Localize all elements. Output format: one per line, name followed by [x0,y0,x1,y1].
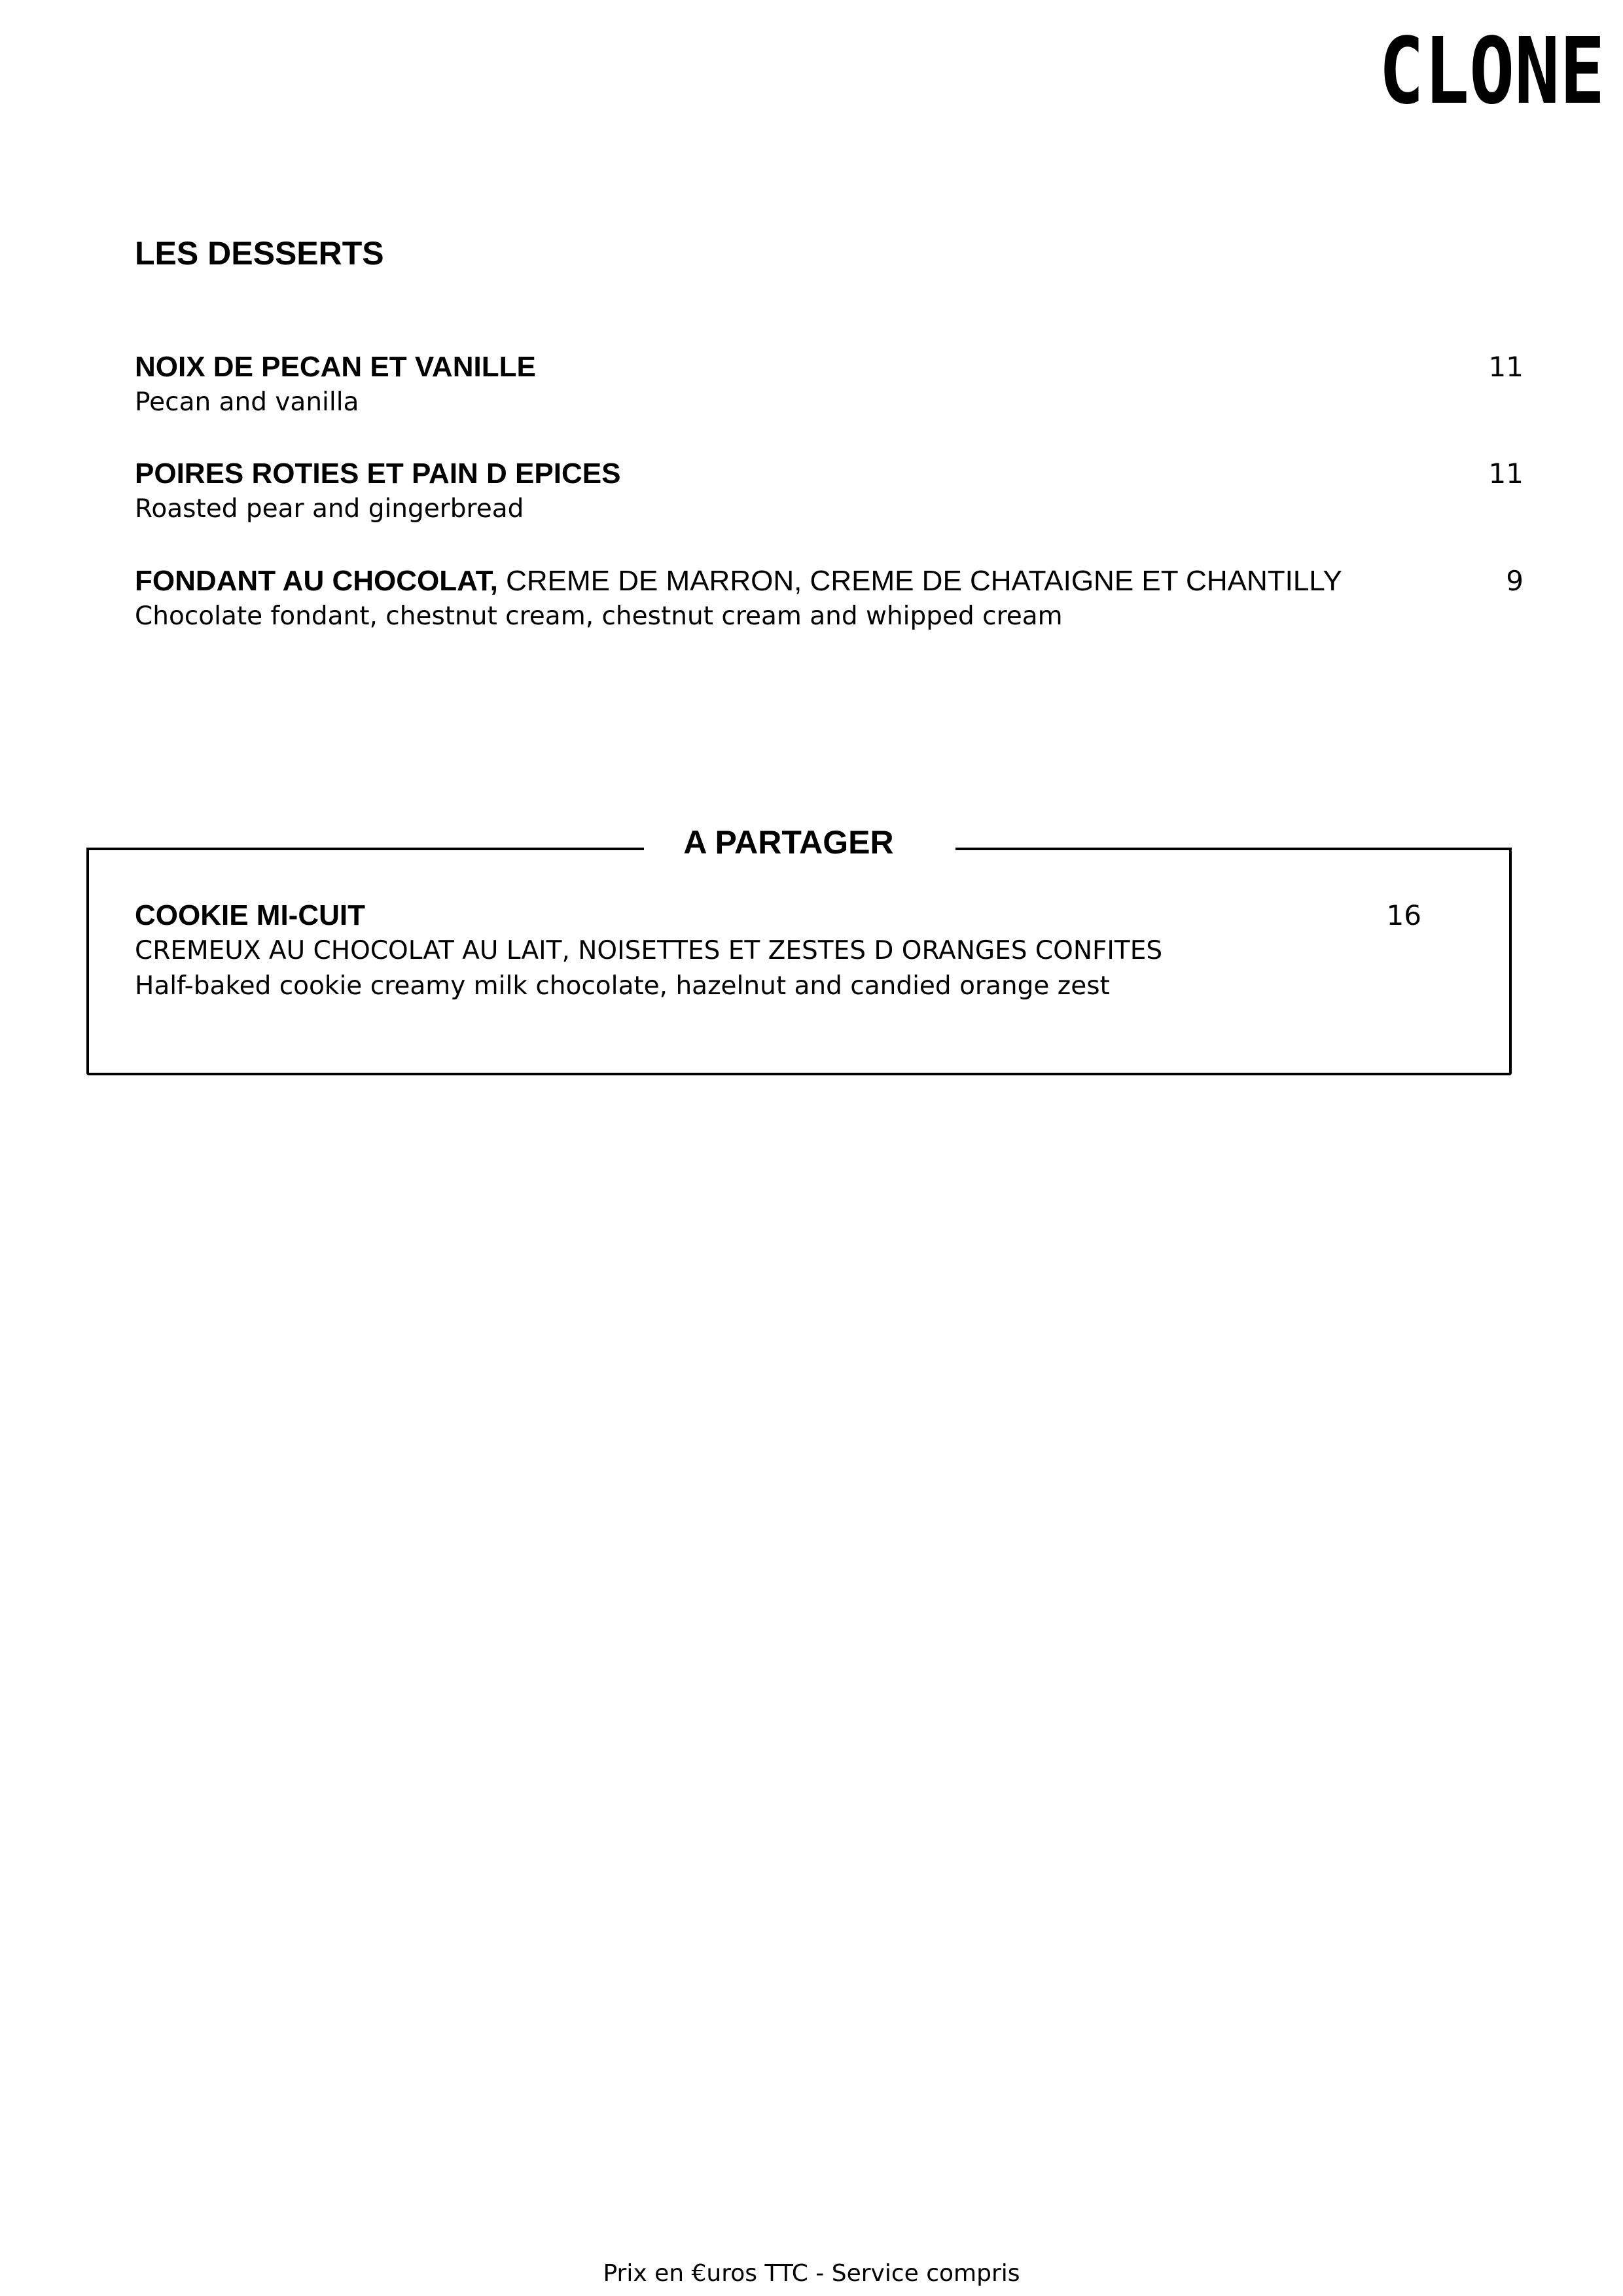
menu-item [135,350,1524,420]
menu-item-subtitle: CREMEUX AU CHOCOLAT AU LAIT, NOISETTES ET ZESTES D ORANGES CONFITES [135,936,1163,965]
menu-item-price: 16 [1386,899,1421,931]
menu-item-price: 11 [1488,457,1524,490]
menu-item-description: Roasted pear and gingerbread [135,494,524,524]
menu-item-name [135,898,1509,933]
menu-item-name-bold: FONDANT AU CHOCOLAT, [135,565,498,597]
menu-item-name-bold: COOKIE MI-CUIT [135,899,365,931]
menu-item [135,898,1509,1004]
menu-item-price: 9 [1506,565,1524,597]
menu-item-name [135,564,1509,599]
menu-item-name [135,350,1509,385]
menu-item [135,564,1524,634]
brand-logo: CLONE [1378,18,1605,125]
menu-item-description: Chocolate fondant, chestnut cream, chestnut cream and whipped cream [135,601,1063,631]
footer-note: Prix en €uros TTC - Service compris [603,2260,1020,2287]
menu-item-description: Pecan and vanilla [135,387,359,417]
menu-item-name-bold: NOIX DE PECAN ET VANILLE [135,351,536,383]
section-title-sharing: A PARTAGER [683,824,894,861]
menu-item-name [135,456,1509,492]
menu-item-name-rest: CREME DE MARRON, CREME DE CHATAIGNE ET CHANTILLY [497,565,1342,597]
menu-item [135,456,1524,527]
menu-item-price: 11 [1488,351,1524,383]
section-title-desserts: LES DESSERTS [135,235,384,272]
menu-item-description: Half-baked cookie creamy milk chocolate, hazelnut and candied orange zest [135,971,1110,1001]
menu-item-name-bold: POIRES ROTIES ET PAIN D EPICES [135,457,621,490]
